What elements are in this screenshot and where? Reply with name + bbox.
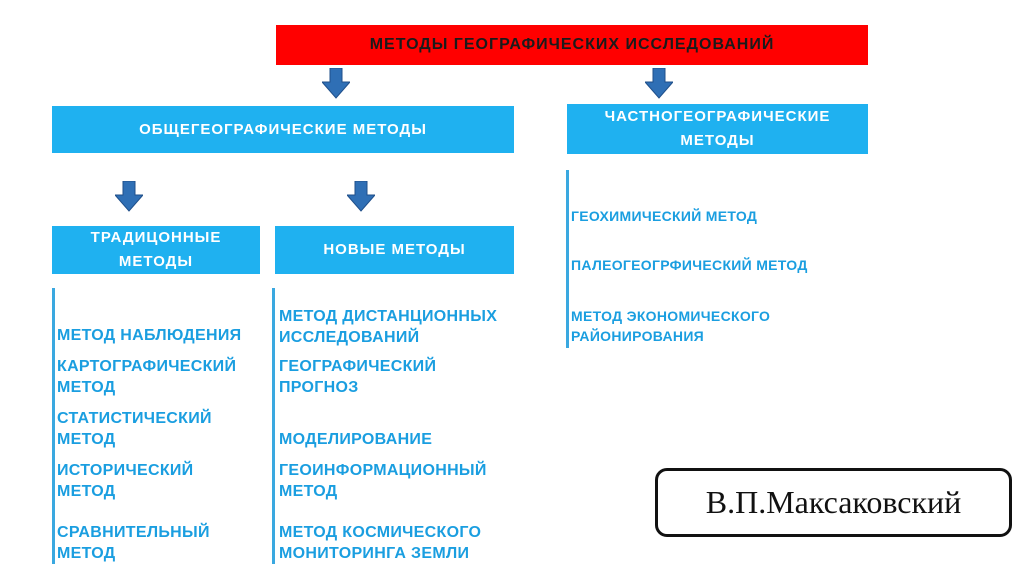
special-list-line xyxy=(566,170,569,348)
list-item xyxy=(57,460,193,502)
traditional-list-line xyxy=(52,288,55,564)
arrow-down-icon xyxy=(347,181,375,213)
list-item xyxy=(279,522,481,564)
list-item-line: СРАВНИТЕЛЬНЫЙ xyxy=(57,524,210,541)
special-methods-line1: ЧАСТНОГЕОГРАФИЧЕСКИЕ xyxy=(604,108,831,125)
list-item xyxy=(279,306,497,348)
list-item xyxy=(57,356,236,398)
list-item-line: МЕТОД КОСМИЧЕСКОГО xyxy=(279,524,482,541)
traditional-methods-line2: МЕТОДЫ xyxy=(118,253,194,270)
special-methods-line2: МЕТОДЫ xyxy=(680,132,755,149)
new-methods-box xyxy=(275,226,514,274)
list-item-line: ПРОГНОЗ xyxy=(279,379,359,396)
arrow-down-icon xyxy=(645,68,673,100)
list-item-line: МЕТОД xyxy=(57,483,116,500)
general-methods-text: ОБЩЕГЕОГРАФИЧЕСКИЕ МЕТОДЫ xyxy=(139,120,427,138)
list-item-line: СТАТИСТИЧЕСКИЙ xyxy=(57,410,212,427)
traditional-methods-box xyxy=(52,226,260,274)
list-item-line: ГЕОИНФОРМАЦИОННЫЙ xyxy=(279,462,487,479)
list-item xyxy=(57,522,210,564)
list-item xyxy=(571,306,770,346)
list-item-line: МЕТОД ЭКОНОМИЧЕСКОГО xyxy=(571,308,771,324)
list-item xyxy=(571,206,757,226)
list-item xyxy=(57,325,241,346)
list-item-line: МОДЕЛИРОВАНИЕ xyxy=(279,431,433,448)
list-item-line: МЕТОД xyxy=(57,431,116,448)
list-item xyxy=(279,460,487,502)
list-item xyxy=(279,356,436,398)
new-list-line xyxy=(272,288,275,564)
arrow-down-icon xyxy=(115,181,143,213)
author-name: В.П.Максаковский xyxy=(705,484,962,520)
list-item-line: ГЕОГРАФИЧЕСКИЙ xyxy=(279,358,437,375)
list-item xyxy=(57,408,212,450)
list-item-line: МЕТОД xyxy=(57,545,116,562)
list-item-line: КАРТОГРАФИЧЕСКИЙ xyxy=(57,358,237,375)
list-item-line: ИССЛЕДОВАНИЙ xyxy=(279,329,420,346)
list-item xyxy=(279,429,432,450)
list-item-line: МЕТОД xyxy=(279,483,338,500)
general-methods-box xyxy=(52,106,514,153)
list-item-line: ИСТОРИЧЕСКИЙ xyxy=(57,462,194,479)
list-item-line: МЕТОД ДИСТАНЦИОННЫХ xyxy=(279,308,498,325)
title-box xyxy=(276,25,868,65)
list-item-line: ГЕОХИМИЧЕСКИЙ МЕТОД xyxy=(571,208,758,224)
list-item xyxy=(571,255,808,275)
arrow-down-icon xyxy=(322,68,350,100)
title-text: МЕТОДЫ ГЕОГРАФИЧЕСКИХ ИССЛЕДОВАНИЙ xyxy=(369,36,775,53)
list-item-line: МЕТОД xyxy=(57,379,116,396)
list-item-line: МОНИТОРИНГА ЗЕМЛИ xyxy=(279,545,470,562)
special-methods-box xyxy=(567,104,868,154)
list-item-line: ПАЛЕОГЕОГРФИЧЕСКИЙ МЕТОД xyxy=(571,257,808,273)
new-methods-text: НОВЫЕ МЕТОДЫ xyxy=(323,241,466,258)
list-item-line: РАЙОНИРОВАНИЯ xyxy=(571,328,705,344)
author-box xyxy=(655,468,1012,537)
traditional-methods-line1: ТРАДИЦОННЫЕ xyxy=(90,229,222,246)
list-item-line: МЕТОД НАБЛЮДЕНИЯ xyxy=(57,327,242,344)
